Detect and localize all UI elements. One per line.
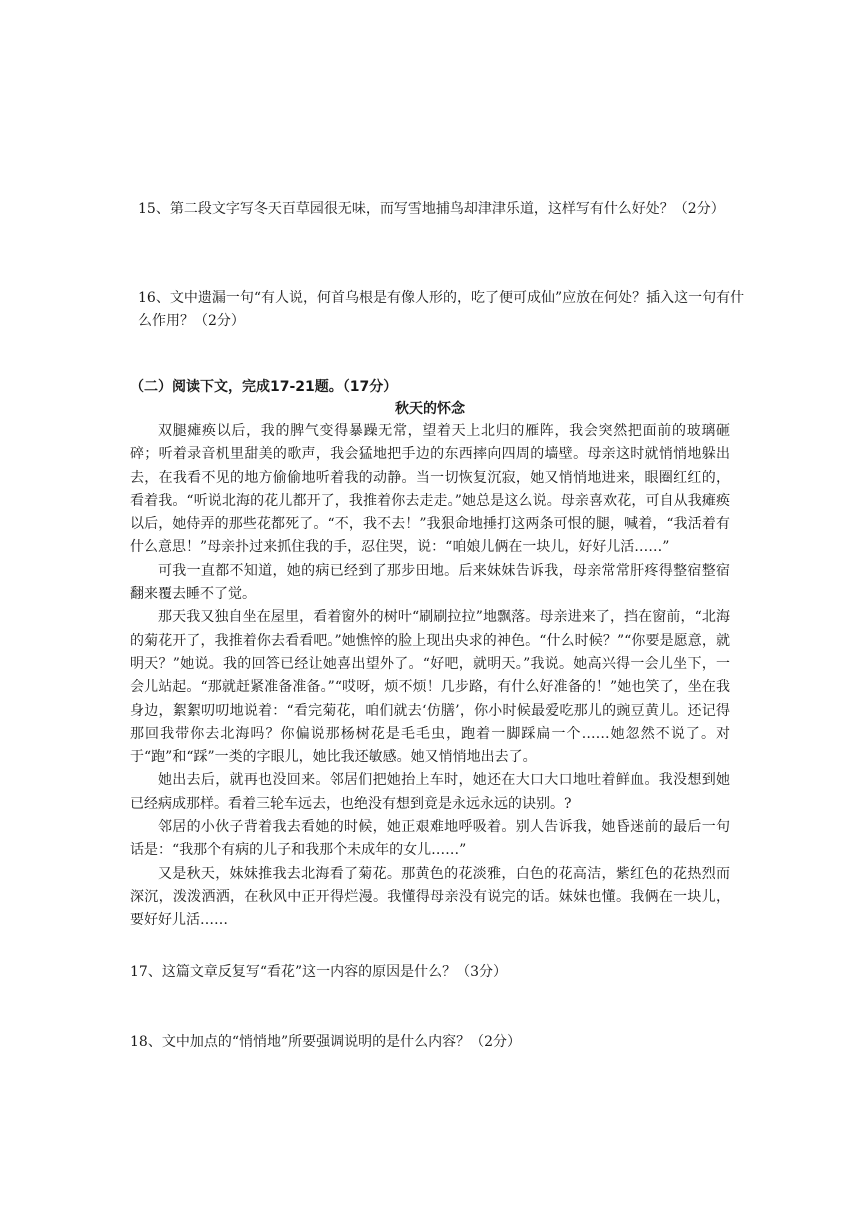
question-16: 16、文中遗漏一句“有人说，何首乌根是有像人形的，吃了便可成仙”应放在何处？插入这一句有什么作用？（2分） — [138, 290, 745, 329]
question-15: 15、第二段文字写冬天百草园很无味，而写雪地捕鸟却津津乐道，这样写有什么好处？（2分） — [138, 201, 725, 217]
article-paragraph: 双腿瘫痪以后，我的脾气变得暴躁无常，望着天上北归的雁阵，我会突然把面前的玻璃砸碎；听着录音机里甜美的歌声，我会猛地把手边的东西摔向四周的墙壁。母亲这时就悄悄地躲出去，在我看不见的地方偷偷地听着我的动静。当一切恢复沉寂，她又悄悄地进来，眼圈红红的，看着我。“听说北海的花儿都开了，我推着你去走走。”她总是这么说。母亲喜欢花，可自从我瘫痪以后，她侍弄的那些花都死了。“不，我不去！”我狠命地捶打这两条可恨的腿，喊着，“我活着有什么意思！”母亲扑过来抓住我的手，忍住哭，说：“咱娘儿俩在一块儿，好好儿活……” — [130, 423, 730, 556]
article-body — [130, 420, 730, 933]
question-17: 17、这篇文章反复写“看花”这一内容的原因是什么？（3分） — [130, 964, 508, 980]
section-heading: （二）阅读下文，完成17-21题。（17分） — [130, 379, 398, 395]
article-paragraph: 邻居的小伙子背着我去看她的时候，她正艰难地呼吸着。别人告诉我，她昏迷前的最后一句话是：“我那个有病的儿子和我那个未成年的女儿……” — [130, 819, 730, 859]
article-paragraph: 又是秋天，妹妹推我去北海看了菊花。那黄色的花淡雅，白色的花高洁，紫红色的花热烈而深沉，泼泼洒洒，在秋风中正开得烂漫。我懂得母亲没有说完的话。妹妹也懂。我俩在一块儿，要好好儿活…… — [130, 865, 730, 929]
question-18: 18、文中加点的“悄悄地”所要强调说明的是什么内容？（2分） — [130, 1034, 522, 1050]
article-paragraph: 她出去后，就再也没回来。邻居们把她抬上车时，她还在大口大口地吐着鲜血。我没想到她已经病成那样。看着三轮车远去，也绝没有想到竟是永远永远的诀别。? — [130, 772, 730, 812]
article-title: 秋天的怀念 — [395, 401, 465, 417]
article-paragraph: 那天我又独自坐在屋里，看着窗外的树叶“刷刷拉拉”地飘落。母亲进来了，挡在窗前，“北海的菊花开了，我推着你去看看吧。”她憔悴的脸上现出央求的神色。“什么时候？”“你要是愿意，就明天？”她说。我的回答已经让她喜出望外了。“好吧，就明天。”我说。她高兴得一会儿坐下，一会儿站起。“那就赶紧准备准备。”“哎呀，烦不烦！几步路，有什么好准备的！”她也笑了，坐在我身边，絮絮叨叨地说着：“看完菊花，咱们就去‘仿膳’，你小时候最爱吃那儿的豌豆黄儿。还记得那回我带你去北海吗？你偏说那杨树花是毛毛虫，跑着一脚踩扁一个……她忽然不说了。对于“跑”和“踩”一类的字眼儿，她比我还敏感。她又悄悄地出去了。 — [130, 609, 730, 766]
article-paragraph: 可我一直都不知道，她的病已经到了那步田地。后来妹妹告诉我，母亲常常肝疼得整宿整宿翻来覆去睡不了觉。 — [130, 562, 730, 603]
